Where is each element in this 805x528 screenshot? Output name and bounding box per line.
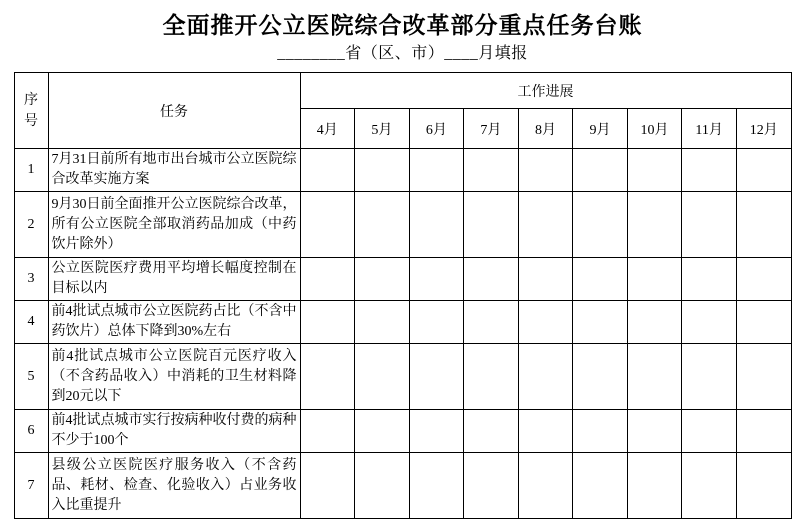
progress-cell[interactable] <box>627 453 682 519</box>
progress-cell[interactable] <box>573 192 628 258</box>
table-row <box>14 344 791 410</box>
row-index: 2 <box>14 192 48 258</box>
progress-cell[interactable] <box>518 258 573 301</box>
progress-cell[interactable] <box>409 301 464 344</box>
progress-cell[interactable] <box>518 453 573 519</box>
progress-cell[interactable] <box>736 344 791 410</box>
progress-cell[interactable] <box>736 258 791 301</box>
progress-cell[interactable] <box>627 301 682 344</box>
col-header-month-nov: 11月 <box>682 109 737 149</box>
progress-cell[interactable] <box>736 192 791 258</box>
progress-cell[interactable] <box>355 301 410 344</box>
col-header-task: 任务 <box>48 73 300 149</box>
progress-cell[interactable] <box>682 410 737 453</box>
progress-cell[interactable] <box>627 149 682 192</box>
progress-cell[interactable] <box>573 258 628 301</box>
header-row-top <box>14 73 791 109</box>
col-header-month-jun: 6月 <box>409 109 464 149</box>
col-header-progress: 工作进展 <box>300 73 791 109</box>
progress-cell[interactable] <box>736 149 791 192</box>
progress-cell[interactable] <box>355 149 410 192</box>
progress-cell[interactable] <box>682 344 737 410</box>
col-header-month-may: 5月 <box>355 109 410 149</box>
col-header-index: 序号 <box>14 73 48 149</box>
row-index: 1 <box>14 149 48 192</box>
table-row <box>14 192 791 258</box>
task-text: 前4批试点城市实行按病种收付费的病种不少于100个 <box>48 410 300 453</box>
progress-cell[interactable] <box>300 410 355 453</box>
progress-cell[interactable] <box>627 410 682 453</box>
progress-cell[interactable] <box>736 301 791 344</box>
progress-cell[interactable] <box>355 453 410 519</box>
table-row <box>14 149 791 192</box>
task-text: 县级公立医院医疗服务收入（不含药品、耗材、检查、化验收入）占业务收入比重提升 <box>48 453 300 519</box>
progress-cell[interactable] <box>682 301 737 344</box>
task-text: 9月30日前全面推开公立医院综合改革，所有公立医院全部取消药品加成（中药饮片除外） <box>48 192 300 258</box>
report-subtitle: ________省（区、市）____月填报 <box>277 45 528 62</box>
progress-cell[interactable] <box>355 410 410 453</box>
progress-cell[interactable] <box>464 149 519 192</box>
progress-cell[interactable] <box>300 344 355 410</box>
progress-cell[interactable] <box>518 192 573 258</box>
progress-cell[interactable] <box>409 258 464 301</box>
progress-cell[interactable] <box>464 453 519 519</box>
progress-cell[interactable] <box>627 258 682 301</box>
progress-cell[interactable] <box>355 192 410 258</box>
row-index: 6 <box>14 410 48 453</box>
table-row <box>14 410 791 453</box>
row-index: 5 <box>14 344 48 410</box>
table-row <box>14 453 791 519</box>
progress-cell[interactable] <box>464 192 519 258</box>
progress-cell[interactable] <box>573 453 628 519</box>
progress-cell[interactable] <box>409 410 464 453</box>
table-row <box>14 258 791 301</box>
row-index: 7 <box>14 453 48 519</box>
progress-cell[interactable] <box>627 344 682 410</box>
progress-cell[interactable] <box>736 410 791 453</box>
progress-cell[interactable] <box>300 453 355 519</box>
progress-cell[interactable] <box>409 192 464 258</box>
progress-cell[interactable] <box>736 453 791 519</box>
row-index: 3 <box>14 258 48 301</box>
progress-cell[interactable] <box>573 344 628 410</box>
col-header-month-sep: 9月 <box>573 109 628 149</box>
col-header-month-aug: 8月 <box>518 109 573 149</box>
progress-cell[interactable] <box>355 344 410 410</box>
progress-cell[interactable] <box>355 258 410 301</box>
progress-cell[interactable] <box>518 149 573 192</box>
col-header-month-dec: 12月 <box>736 109 791 149</box>
document-title: 全面推开公立医院综合改革部分重点任务台账 <box>162 13 643 38</box>
progress-cell[interactable] <box>682 258 737 301</box>
row-index: 4 <box>14 301 48 344</box>
task-ledger-table <box>14 72 792 519</box>
progress-cell[interactable] <box>409 344 464 410</box>
progress-cell[interactable] <box>573 149 628 192</box>
progress-cell[interactable] <box>464 258 519 301</box>
col-header-month-oct: 10月 <box>627 109 682 149</box>
progress-cell[interactable] <box>300 192 355 258</box>
task-text: 前4批试点城市公立医院百元医疗收入（不含药品收入）中消耗的卫生材料降到20元以下 <box>48 344 300 410</box>
progress-cell[interactable] <box>300 258 355 301</box>
progress-cell[interactable] <box>464 344 519 410</box>
progress-cell[interactable] <box>682 192 737 258</box>
col-header-month-jul: 7月 <box>464 109 519 149</box>
task-text: 前4批试点城市公立医院药占比（不含中药饮片）总体下降到30%左右 <box>48 301 300 344</box>
progress-cell[interactable] <box>464 410 519 453</box>
progress-cell[interactable] <box>409 149 464 192</box>
progress-cell[interactable] <box>518 301 573 344</box>
progress-cell[interactable] <box>627 192 682 258</box>
progress-cell[interactable] <box>300 301 355 344</box>
task-text: 7月31日前所有地市出台城市公立医院综合改革实施方案 <box>48 149 300 192</box>
progress-cell[interactable] <box>464 301 519 344</box>
progress-cell[interactable] <box>573 410 628 453</box>
progress-cell[interactable] <box>518 410 573 453</box>
progress-cell[interactable] <box>518 344 573 410</box>
progress-cell[interactable] <box>409 453 464 519</box>
progress-cell[interactable] <box>300 149 355 192</box>
table-row <box>14 301 791 344</box>
progress-cell[interactable] <box>682 149 737 192</box>
task-text: 公立医院医疗费用平均增长幅度控制在目标以内 <box>48 258 300 301</box>
progress-cell[interactable] <box>682 453 737 519</box>
progress-cell[interactable] <box>573 301 628 344</box>
col-header-month-apr: 4月 <box>300 109 355 149</box>
